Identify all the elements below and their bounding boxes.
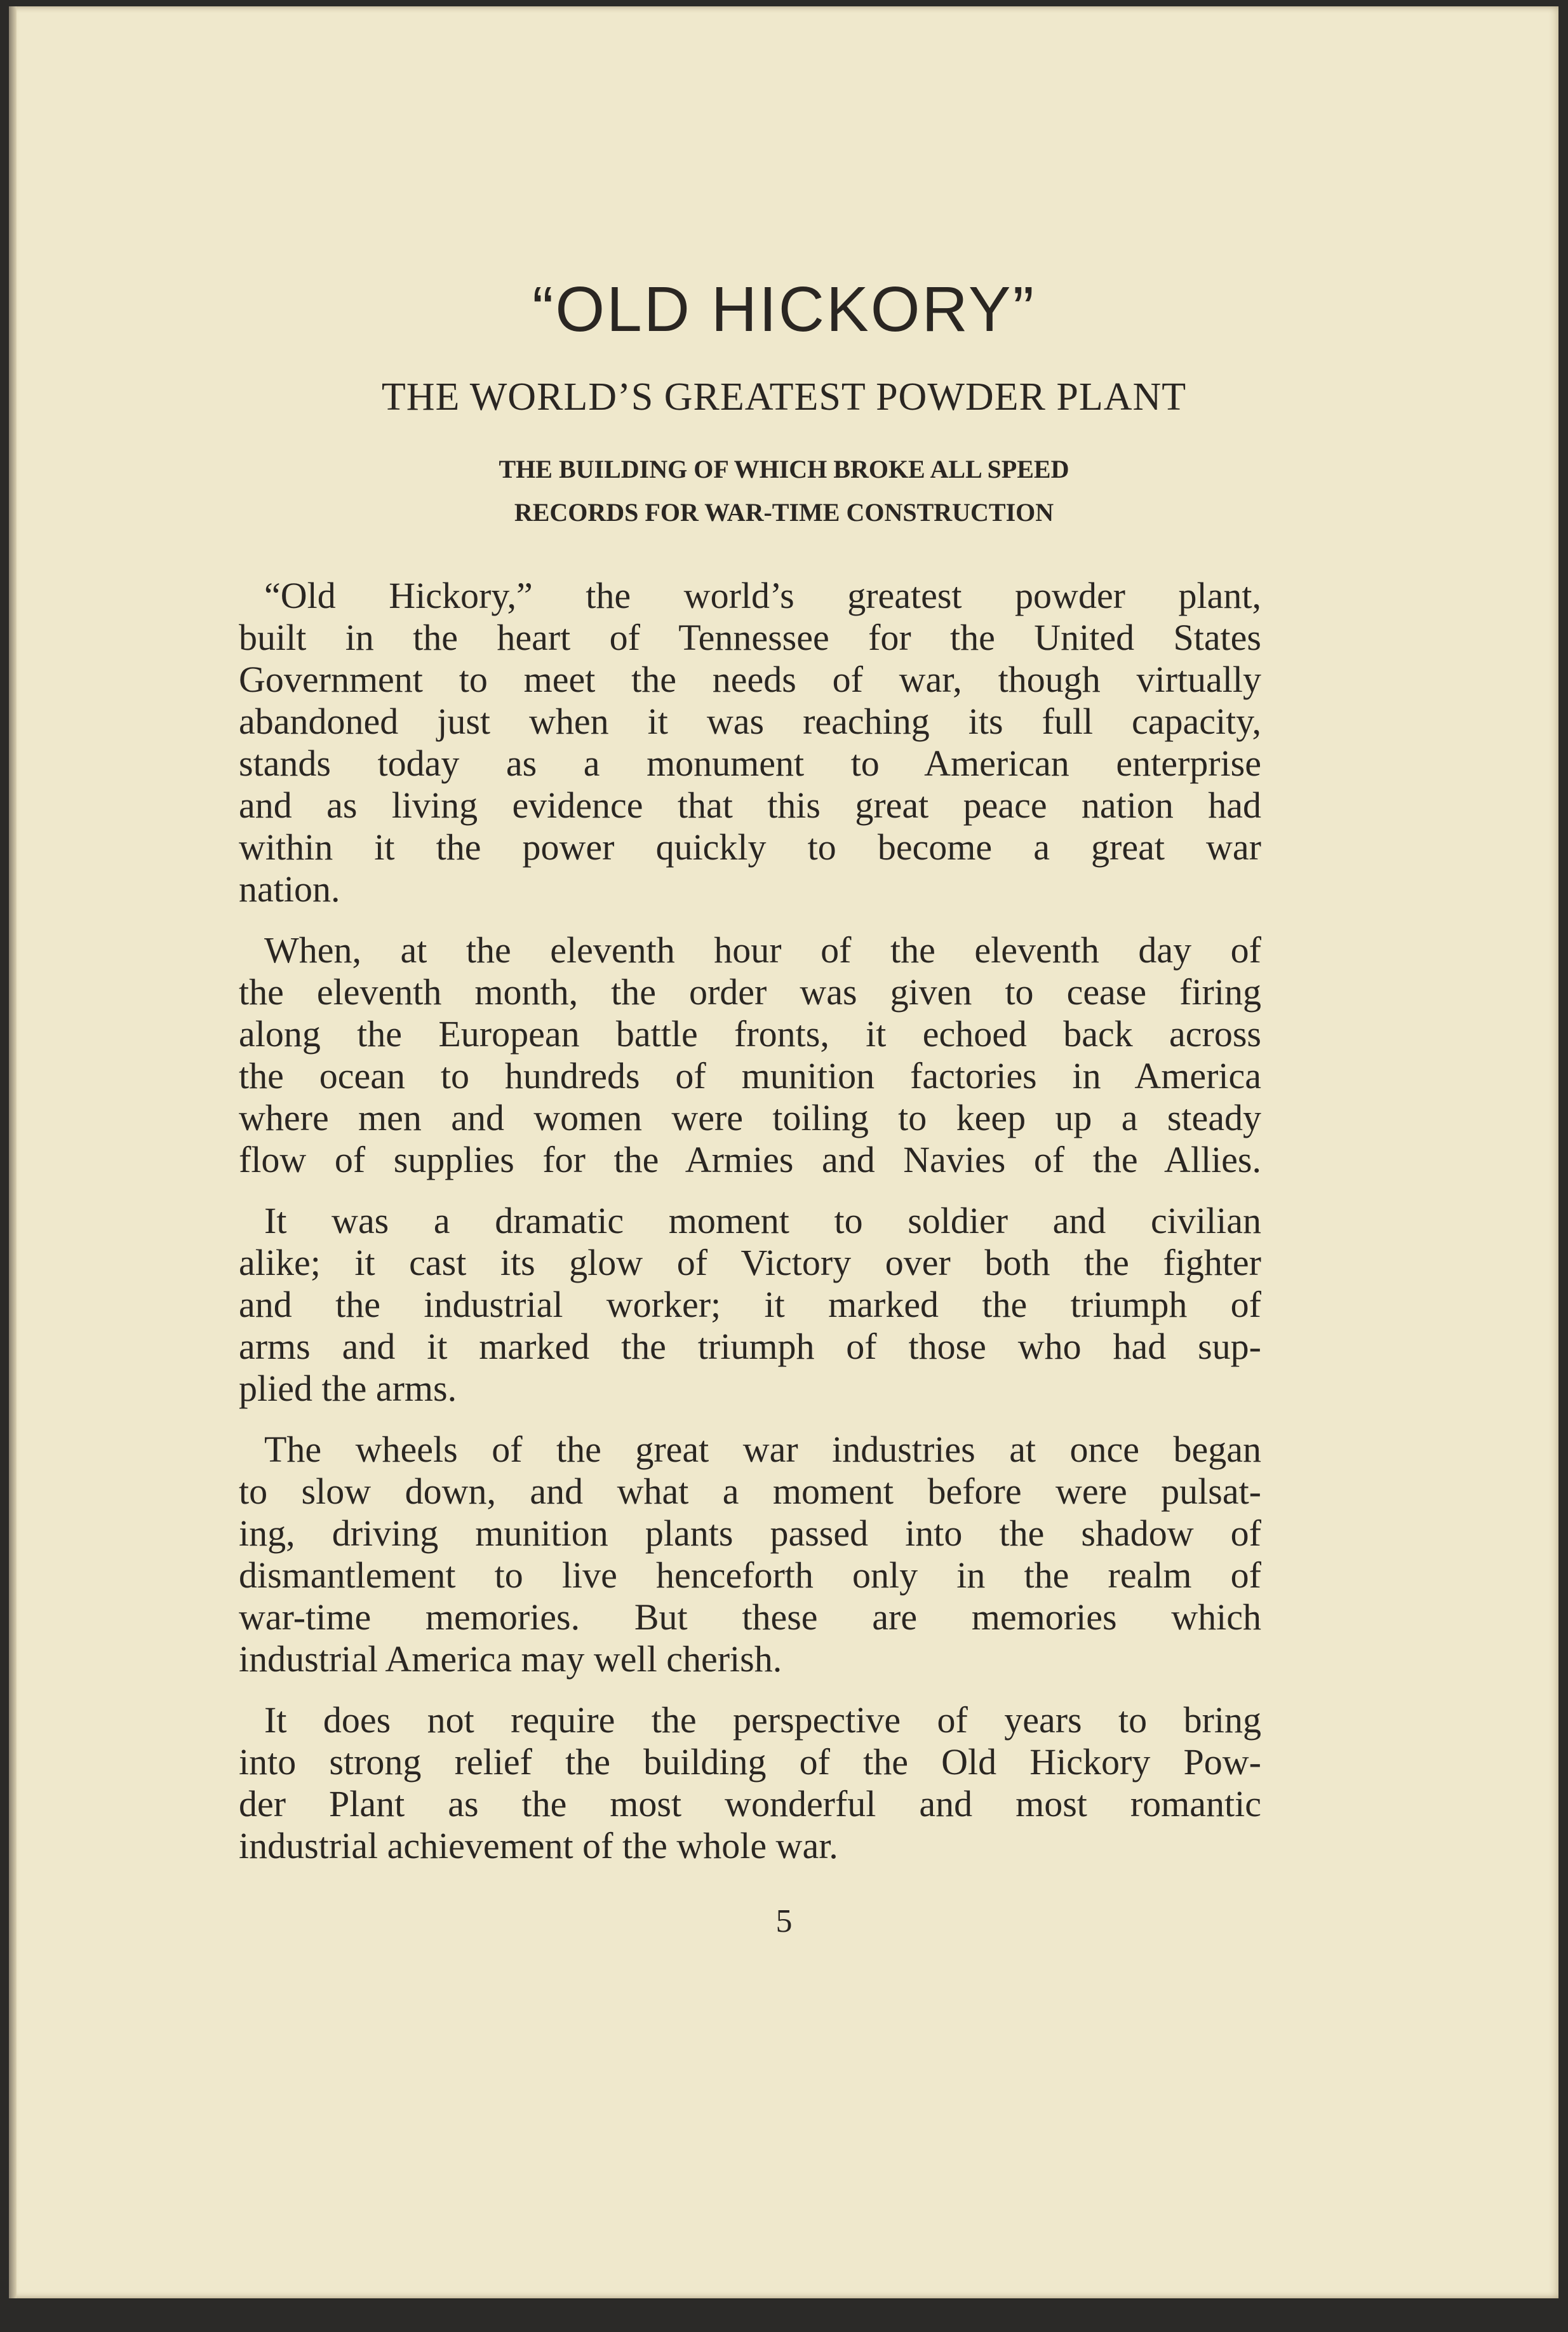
text-line: to slow down, and what a moment before were pulsat- — [239, 1471, 1261, 1512]
text-line: It was a dramatic moment to soldier and civilian — [264, 1200, 1261, 1241]
text-line: the ocean to hundreds of munition factories in America — [239, 1055, 1261, 1096]
page-subheading — [0, 448, 1568, 534]
text-line: arms and it marked the triumph of those who had sup- — [239, 1326, 1261, 1367]
text-line: the eleventh month, the order was given to cease firing — [239, 971, 1261, 1013]
text-line: built in the heart of Tennessee for the United States — [239, 617, 1261, 658]
text-line: alike; it cast its glow of Victory over both the fighter — [239, 1242, 1261, 1283]
text-line: industrial achievement of the whole war. — [239, 1825, 838, 1866]
paragraph — [239, 929, 1261, 1181]
text-line: dismantlement to live henceforth only in the realm of — [239, 1554, 1261, 1596]
text-line: plied the arms. — [239, 1368, 457, 1409]
text-line: along the European battle fronts, it echoed back across — [239, 1013, 1261, 1055]
text-line: ing, driving munition plants passed into the shadow of — [239, 1513, 1261, 1554]
page-binding-edge — [9, 6, 17, 2298]
text-line: war-time memories. But these are memories which — [239, 1596, 1261, 1638]
text-line: within it the power quickly to become a great war — [239, 826, 1261, 868]
body-text — [239, 575, 1261, 1886]
text-line: industrial America may well cherish. — [239, 1638, 782, 1680]
paragraph — [239, 1200, 1261, 1410]
text-line: flow of supplies for the Armies and Navies of the Allies. — [239, 1139, 1261, 1180]
text-line: The wheels of the great war industries at once began — [264, 1429, 1261, 1470]
text-line: der Plant as the most wonderful and most romantic — [239, 1783, 1261, 1824]
text-line: Government to meet the needs of war, though virtually — [239, 659, 1261, 700]
text-line: nation. — [239, 868, 340, 910]
subheading-line: RECORDS FOR WAR-TIME CONSTRUCTION — [514, 498, 1054, 527]
page-title: “OLD HICKORY” — [532, 274, 1036, 345]
page-subtitle: THE WORLD’S GREATEST POWDER PLANT — [381, 375, 1187, 419]
text-line: where men and women were toiling to keep up a steady — [239, 1097, 1261, 1138]
text-line: It does not require the perspective of years to bring — [264, 1699, 1261, 1741]
paragraph — [239, 1429, 1261, 1680]
page-number: 5 — [775, 1903, 793, 1939]
text-line: into strong relief the building of the Old Hickory Pow- — [239, 1741, 1261, 1783]
subheading-line: THE BUILDING OF WHICH BROKE ALL SPEED — [499, 455, 1069, 483]
text-line: and as living evidence that this great peace nation had — [239, 785, 1261, 826]
text-line: When, at the eleventh hour of the eleventh day of — [264, 929, 1261, 971]
paragraph — [239, 575, 1261, 910]
text-line: stands today as a monument to American enterprise — [239, 743, 1261, 784]
text-line: “Old Hickory,” the world’s greatest powder plant, — [264, 575, 1261, 616]
paragraph — [239, 1699, 1261, 1867]
text-line: abandoned just when it was reaching its full capacity, — [239, 701, 1261, 742]
text-line: and the industrial worker; it marked the triumph of — [239, 1284, 1261, 1325]
